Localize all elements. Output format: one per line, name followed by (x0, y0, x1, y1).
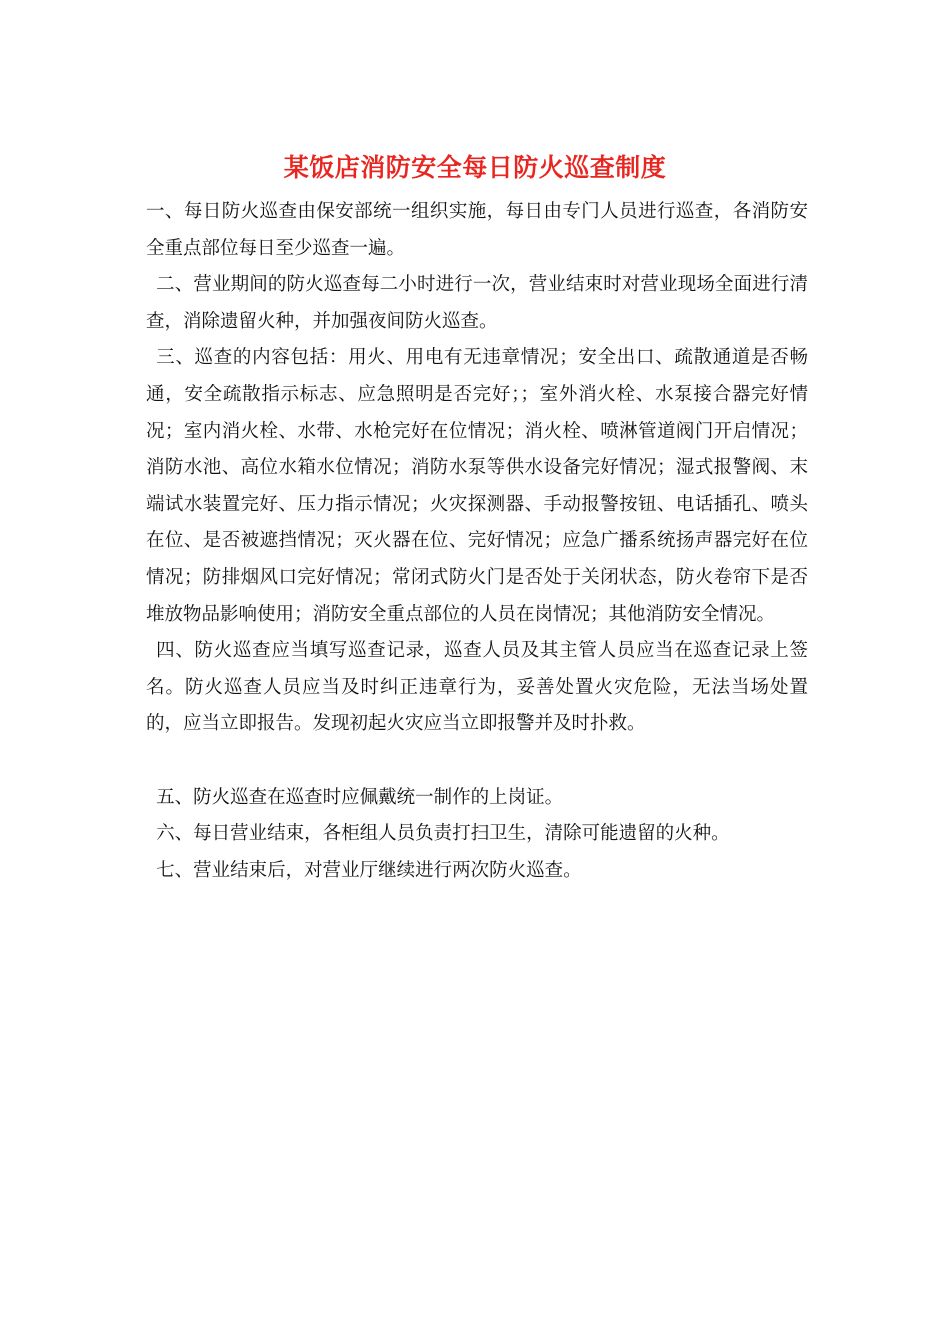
document-body (146, 194, 808, 889)
paragraph-7: 七、营业结束后，对营业厅继续进行两次防火巡查。 (156, 859, 582, 881)
paragraph-3: 三、巡查的内容包括：用火、用电有无违章情况；安全出口、疏散通道是否畅通，安全疏散指示标志、应急照明是否完好；；室外消火栓、水泵接合器完好情况；室内消火栓、水带、水枪完好在位情况；消火栓、喷淋管道阀门开启情况；消防水池、高位水箱水位情况；消防水泵等供水设备完好情况；湿式报警阀、末端试水装置完好、压力指示情况；火灾探测器、手动报警按钮、电话插孔、喷头在位、是否被遮挡情况；灭火器在位、完好情况；应急广播系统扬声器完好在位情况；防排烟风口完好情况；常闭式防火门是否处于关闭状态，防火卷帘下是否堆放物品影响使用；消防安全重点部位的人员在岗情况；其他消防安全情况。 (146, 347, 808, 625)
paragraph-1: 一、每日防火巡查由保安部统一组织实施，每日由专门人员进行巡查，各消防安全重点部位每日至少巡查一遍。 (146, 201, 808, 259)
paragraph-spacer (146, 743, 808, 780)
paragraph-5: 五、防火巡查在巡查时应佩戴统一制作的上岗证。 (156, 786, 564, 808)
paragraph-6: 六、每日营业结束，各柜组人员负责打扫卫生，清除可能遗留的火种。 (156, 823, 730, 845)
paragraph-4: 四、防火巡查应当填写巡查记录，巡查人员及其主管人员应当在巡查记录上签名。防火巡查人员应当及时纠正违章行为，妥善处置火灾危险，无法当场处置的，应当立即报告。发现初起火灾应当立即报警并及时扑救。 (146, 640, 808, 735)
paragraph-2: 二、营业期间的防火巡查每二小时进行一次，营业结束时对营业现场全面进行清查，消除遗留火种，并加强夜间防火巡查。 (146, 274, 808, 332)
document-title: 某饭店消防安全每日防火巡查制度 (283, 153, 667, 182)
